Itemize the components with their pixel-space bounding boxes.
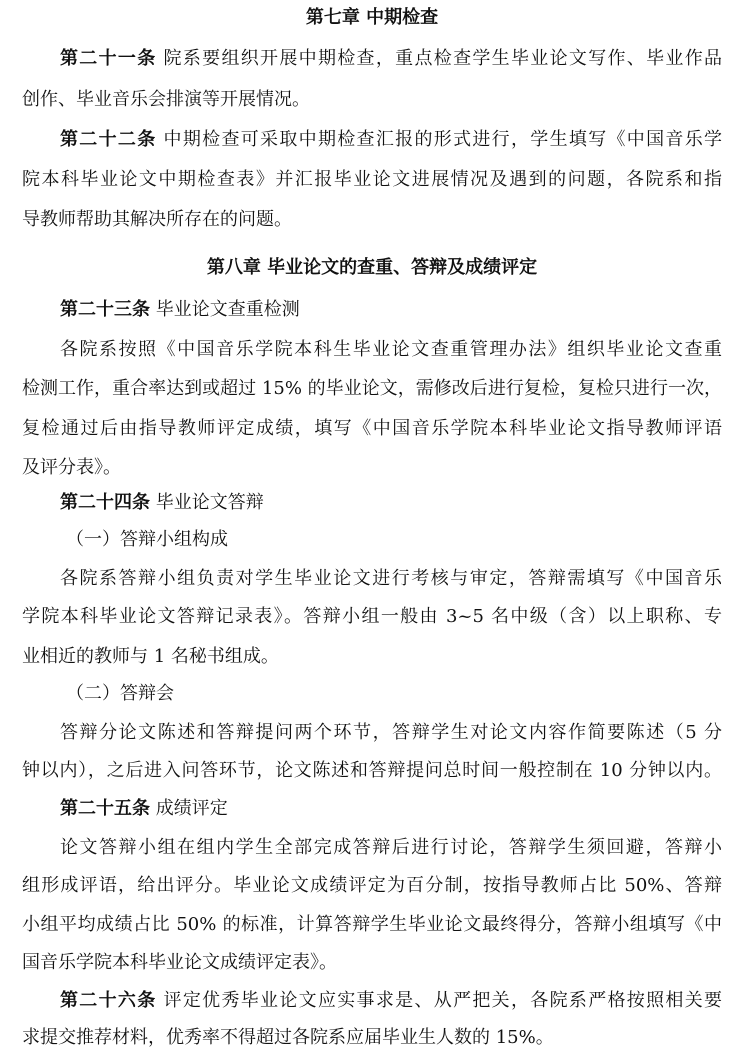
article-22-text-1: 中期检查可采取中期检查汇报的形式进行，学生填写《中国音乐学 [156, 129, 723, 150]
article-24-title: 毕业论文答辩 [150, 492, 264, 513]
article-26-line-2: 求提交推荐材料，优秀率不得超过各院系应届毕业生人数的 15%。 [22, 1027, 554, 1048]
article-25-title: 成绩评定 [150, 798, 228, 819]
article-26-text-1: 评定优秀毕业论文应实事求是、从严把关，各院系严格按照相关要 [156, 990, 723, 1011]
article-25-line-3: 小组平均成绩占比 50% 的标准，计算答辩学生毕业论文最终得分，答辩小组填写《中 [22, 914, 722, 935]
article-25-line-4: 国音乐学院本科毕业论文成绩评定表》。 [22, 952, 337, 973]
article-26-label: 第二十六条 [60, 990, 157, 1011]
article-23-line-1: 各院系按照《中国音乐学院本科生毕业论文查重管理办法》组织毕业论文查重 [60, 339, 722, 360]
article-24-section-2-line-1: 答辩分论文陈述和答辩提问两个环节，答辩学生对论文内容作简要陈述（5 分 [60, 722, 722, 743]
article-26-line-1 [0, 989, 744, 1013]
article-23-line-3: 复检通过后由指导教师评定成绩，填写《中国音乐学院本科毕业论文指导教师评语 [22, 418, 722, 439]
article-24-section-2-line-2: 钟以内），之后进入问答环节，论文陈述和答辩提问总时间一般控制在 10 分钟以内。 [22, 760, 722, 781]
article-23-label: 第二十三条 [60, 299, 150, 320]
article-25-line-1: 论文答辩小组在组内学生全部完成答辩后进行讨论，答辩学生须回避，答辩小 [60, 837, 722, 858]
article-23-heading [0, 298, 744, 322]
article-21-text-1: 院系要组织开展中期检查，重点检查学生毕业论文写作、毕业作品 [156, 48, 723, 69]
article-23-title: 毕业论文查重检测 [150, 299, 300, 320]
article-21-label: 第二十一条 [60, 48, 157, 69]
article-23-line-4: 及评分表》。 [22, 457, 121, 478]
article-22-line-3: 导教师帮助其解决所存在的问题。 [22, 209, 292, 230]
article-24-section-1-title: （一）答辩小组构成 [66, 529, 228, 550]
article-24-section-2-title: （二）答辩会 [66, 683, 174, 704]
article-24-heading [0, 491, 744, 515]
article-21-line-1 [0, 47, 744, 71]
article-23-line-2: 检测工作，重合率达到或超过 15% 的毕业论文，需修改后进行复检，复检只进行一次， [22, 378, 722, 399]
chapter-7-heading: 第七章 中期检查 [305, 7, 439, 28]
article-21-line-2: 创作、毕业音乐会排演等开展情况。 [22, 89, 310, 110]
article-25-heading [0, 797, 744, 821]
article-25-line-2: 组形成评语，给出评分。毕业论文成绩评定为百分制，按指导教师占比 50%、答辩 [22, 875, 722, 896]
article-22-line-2: 院本科毕业论文中期检查表》并汇报毕业论文进展情况及遇到的问题，各院系和指 [22, 169, 722, 190]
article-22-line-1 [0, 128, 744, 152]
article-24-section-1-line-1: 各院系答辩小组负责对学生毕业论文进行考核与审定，答辩需填写《中国音乐 [60, 568, 722, 589]
article-25-label: 第二十五条 [60, 798, 150, 819]
article-22-label: 第二十二条 [60, 129, 157, 150]
article-24-section-1-line-2: 学院本科毕业论文答辩记录表》。答辩小组一般由 3~5 名中级（含）以上职称、专 [22, 606, 722, 627]
article-24-label: 第二十四条 [60, 492, 150, 513]
chapter-8-heading: 第八章 毕业论文的查重、答辩及成绩评定 [206, 257, 538, 278]
article-24-section-1-line-3: 业相近的教师与 1 名秘书组成。 [22, 646, 279, 667]
